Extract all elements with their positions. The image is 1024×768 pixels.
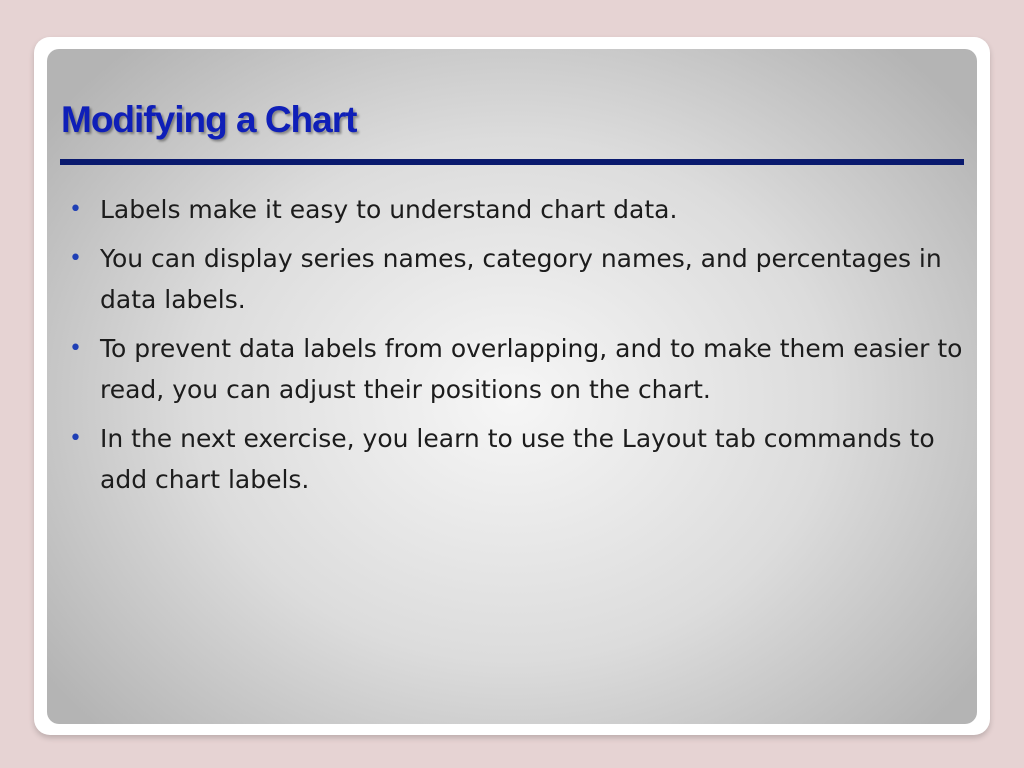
bullet-text: Labels make it easy to understand chart data. [100,195,678,224]
slide-title: Modifying a Chart [61,99,357,140]
bullet-icon: • [69,426,82,451]
bullet-item [67,189,967,230]
bullet-list [67,189,967,508]
bullet-text: In the next exercise, you learn to use the Layout tab commands to add chart labels. [100,424,935,494]
bullet-text: You can display series names, category names, and percentages in data labels. [100,244,942,314]
title-underline [60,159,964,165]
bullet-text: To prevent data labels from overlapping, and to make them easier to read, you can adjust their positions on the chart. [100,334,963,404]
bullet-icon: • [69,246,82,271]
bullet-icon: • [69,336,82,361]
bullet-item [67,238,967,320]
slide [47,49,977,724]
bullet-item [67,328,967,410]
bullet-item [67,418,967,500]
bullet-icon: • [69,197,82,222]
